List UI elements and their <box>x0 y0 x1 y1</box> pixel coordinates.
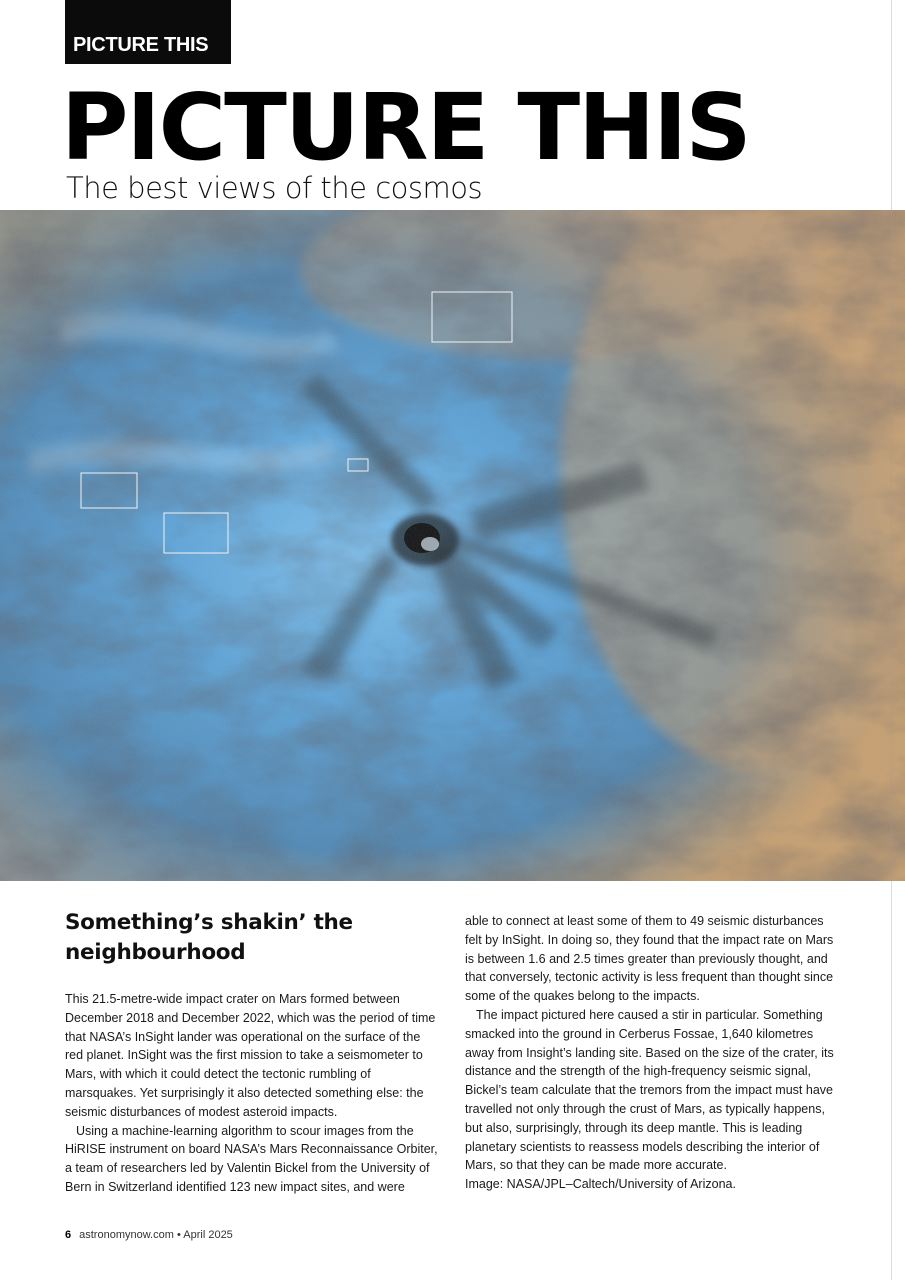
article-paragraph: This 21.5-metre-wide impact crater on Mars formed between December 2018 and December 2022, which was the period of time that NASA’s InSight lander was operational on the surface of the red planet. InSight was the first mission to take a seismometer to Mars, with which it could detect the tectonic rumbling of marsquakes. Yet surprisingly it also detected something else: the seismic disturbances of modest asteroid impacts. <box>65 992 436 1119</box>
page-headline: PICTURE THIS <box>61 74 750 181</box>
article-column-right <box>465 912 840 1194</box>
article-paragraph: The impact pictured here caused a stir in particular. Something smacked into the ground in Cerberus Fossae, 1,640 kilometres away from Insight’s landing site. Based on the size of the crater, its distance and the strength of the high-frequency seismic signal, Bickel’s team calculate that the tremors from the impact must have travelled not only through the crust of Mars, as typically happens, but also, surprisingly, through its deep mantle. This is leading planetary scientists to reassess models describing the interior of Mars, so that they can be made more accurate. <box>465 1007 834 1173</box>
footer-site: astronomynow.com <box>79 1229 174 1241</box>
section-tab: PICTURE THIS <box>65 0 231 64</box>
article-title: Something’s shakin’ the neighbourhood <box>65 910 353 965</box>
mars-crater-photo <box>0 210 905 881</box>
footer-separator: • <box>176 1229 181 1241</box>
page-subheadline: The best views of the cosmos <box>66 171 483 205</box>
mars-crater-photo-icon <box>0 210 905 881</box>
page-number: 6 <box>65 1229 72 1241</box>
article-column-left <box>65 908 440 1197</box>
page-footer <box>65 1229 233 1241</box>
article-paragraph: Using a machine-learning algorithm to scour images from the HiRISE instrument on board NASA’s Mars Reconnaissance Orbiter, a team of researchers led by Valentin Bickel from the University of Bern in Switzerland identified 123 new impact sites, and were <box>65 1123 438 1194</box>
article-paragraph: able to connect at least some of them to 49 seismic disturbances felt by InSight. In doing so, they found that the impact rate on Mars is between 1.6 and 2.5 times greater than previously thought, and that conversely, tectonic activity is less frequent than thought since some of the quakes belong to the impacts. <box>465 914 834 1004</box>
image-credit: Image: NASA/JPL–Caltech/University of Arizona. <box>465 1177 736 1192</box>
footer-issue: April 2025 <box>183 1229 233 1241</box>
page-edge-divider <box>891 0 892 1280</box>
